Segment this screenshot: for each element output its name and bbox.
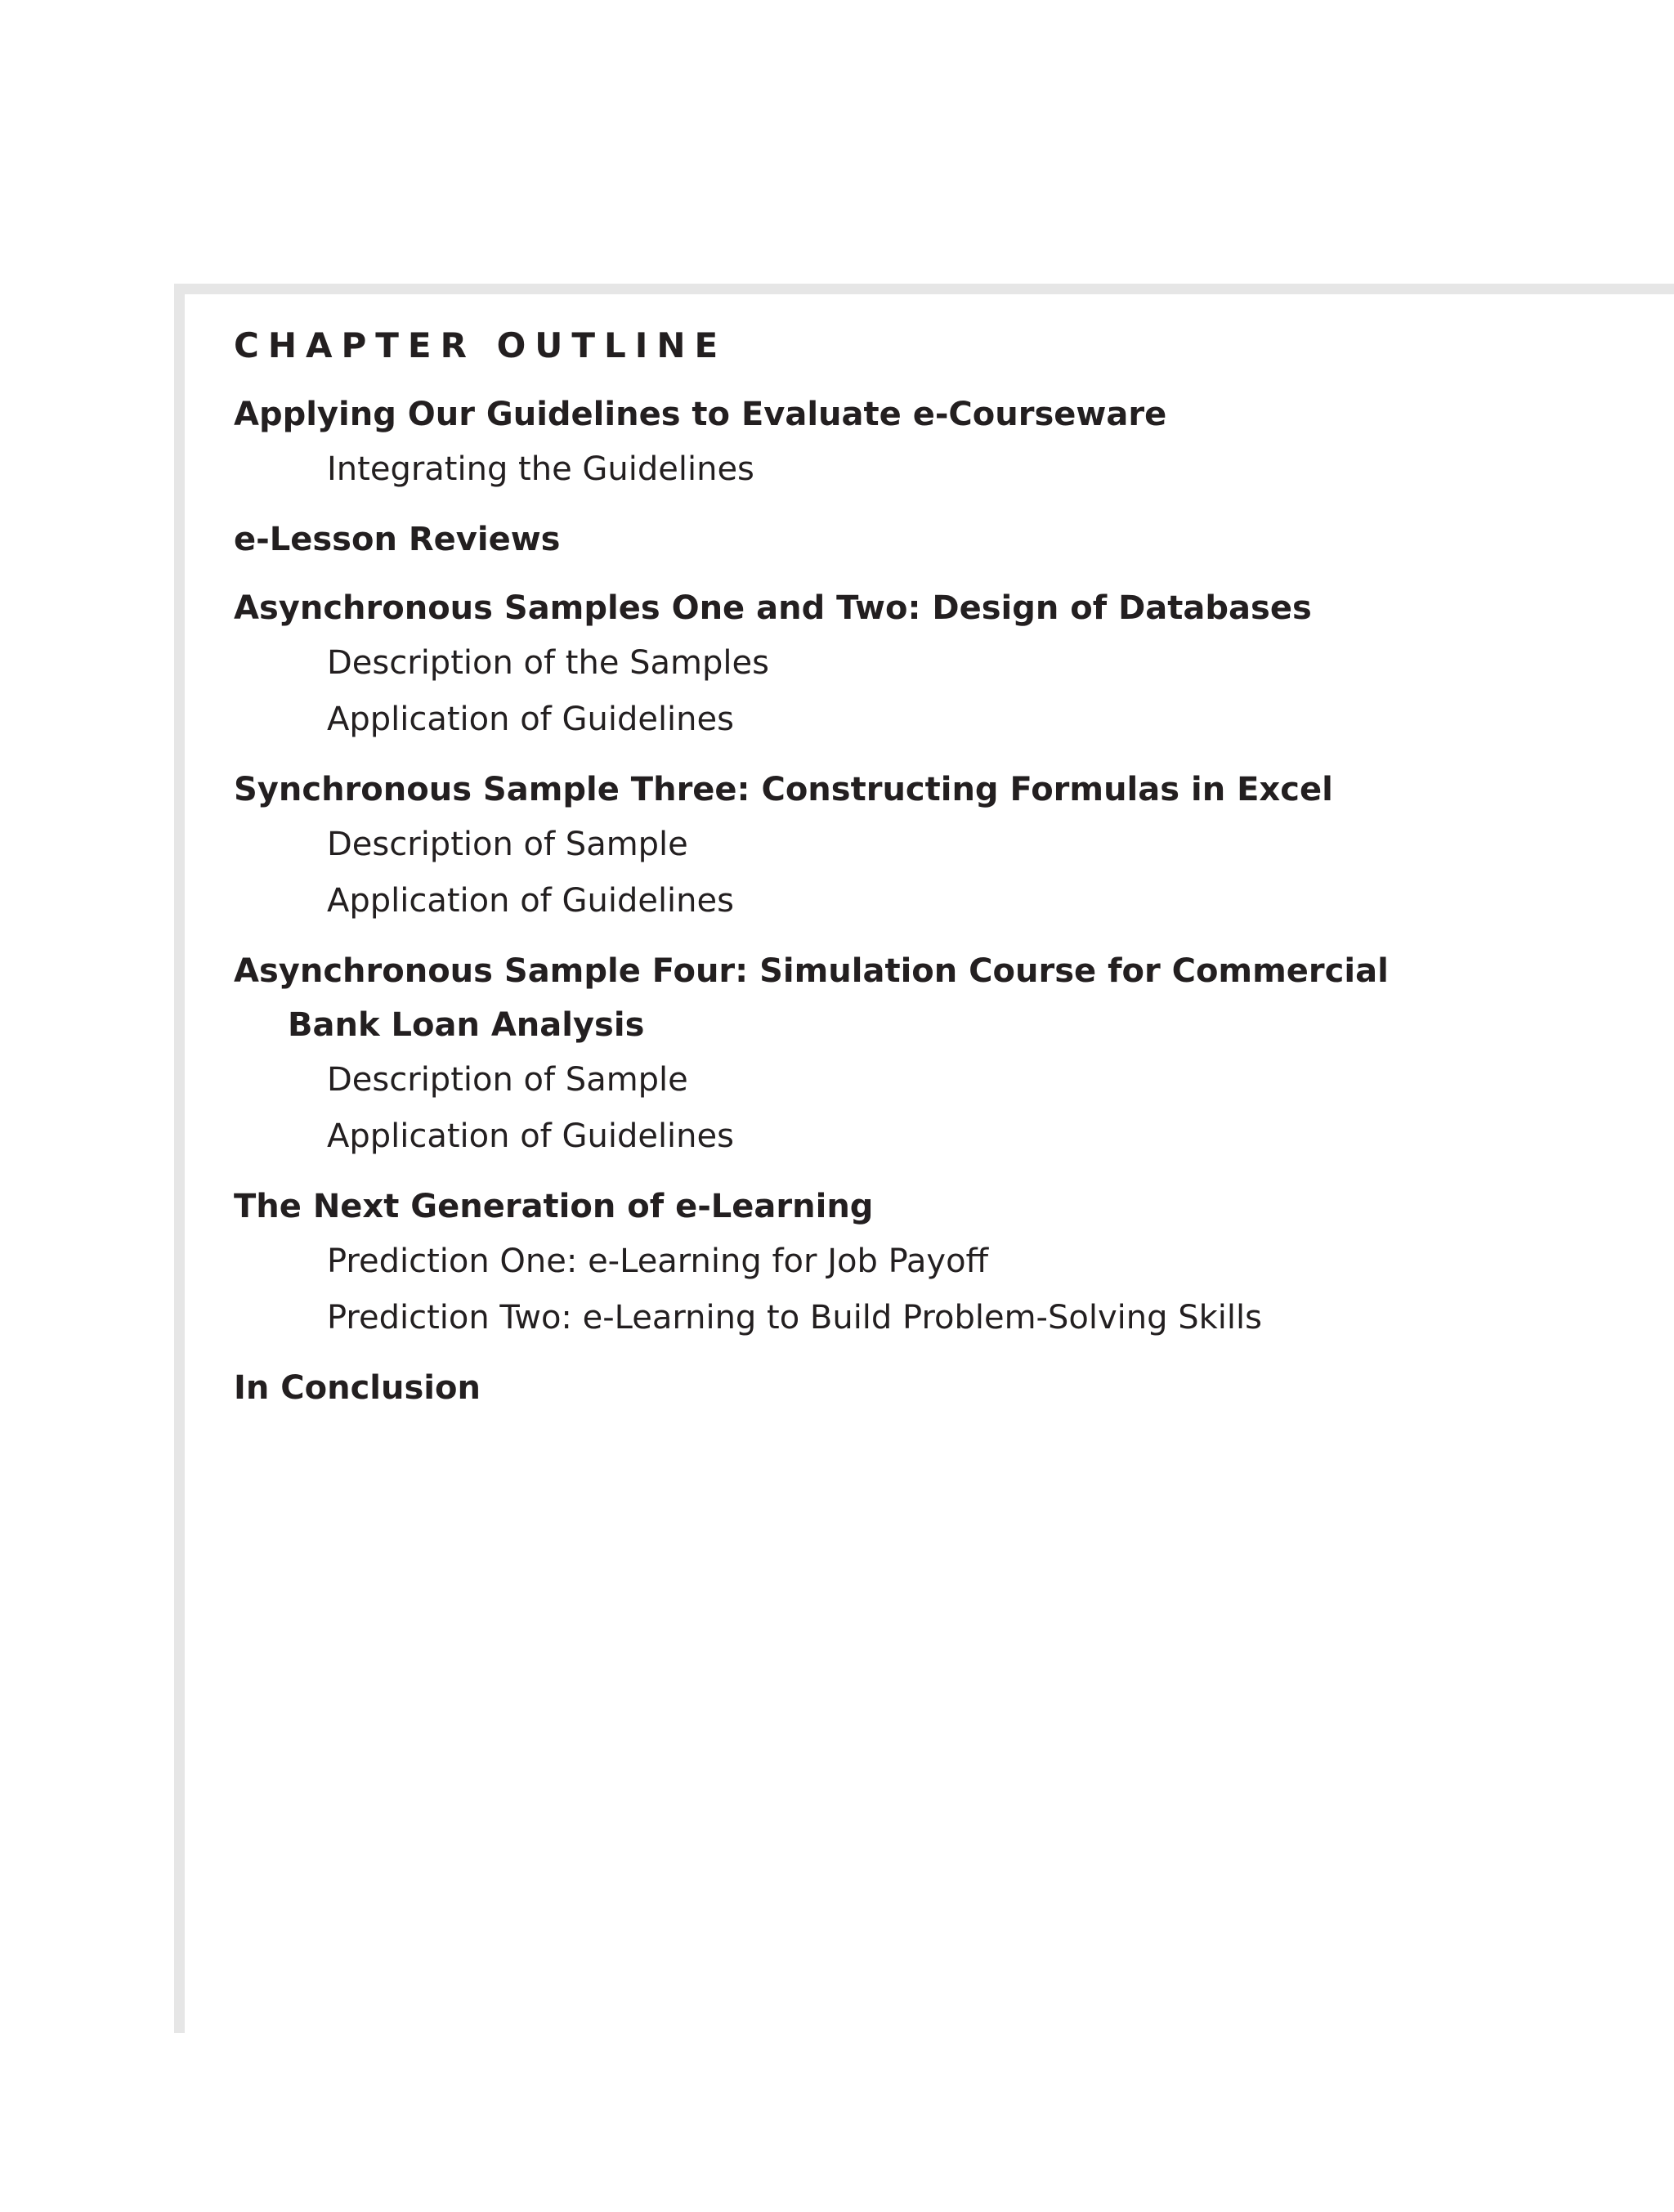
outline-entry-title: Synchronous Sample Three: Constructing Formulas in Excel	[234, 771, 1333, 808]
outline-entry-title: Asynchronous Samples One and Two: Design of Databases	[234, 589, 1312, 627]
outline-entry-title: In Conclusion	[234, 1369, 481, 1407]
outline-entry-title: e-Lesson Reviews	[234, 521, 561, 558]
outline-entry-title-line: Bank Loan Analysis	[288, 1006, 645, 1044]
frame-left-rule	[174, 284, 185, 2033]
chapter-outline	[234, 320, 1623, 1415]
outline-entry-title: Applying Our Guidelines to Evaluate e-Courseware	[234, 396, 1167, 433]
outline-sub-entry: Integrating the Guidelines	[327, 450, 754, 488]
outline-sub-entry: Prediction One: e-Learning for Job Payoff	[327, 1243, 989, 1280]
outline-entry	[234, 581, 1623, 748]
outline-heading: CHAPTER OUTLINE	[234, 325, 727, 365]
outline-sub-entry: Application of Guidelines	[327, 882, 734, 920]
outline-sub-entry: Description of the Samples	[327, 644, 769, 682]
outline-entry	[234, 1180, 1623, 1346]
outline-entry-title: The Next Generation of e-Learning	[234, 1188, 874, 1225]
frame-top-rule	[174, 284, 1674, 294]
outline-entry	[234, 944, 1623, 1165]
outline-entry-title: Asynchronous Sample Four: Simulation Course for Commercial	[234, 952, 1389, 990]
outline-sub-entry: Application of Guidelines	[327, 1117, 734, 1155]
outline-sub-entry: Description of Sample	[327, 1061, 688, 1099]
outline-sub-entry: Application of Guidelines	[327, 701, 734, 738]
outline-entry-title-continuation	[234, 998, 1623, 1052]
outline-entry	[234, 763, 1623, 929]
outline-sub-entry: Prediction Two: e-Learning to Build Problem-Solving Skills	[327, 1299, 1262, 1337]
outline-sub-entry: Description of Sample	[327, 826, 688, 863]
outline-entry	[234, 513, 1623, 566]
outline-entry	[234, 1361, 1623, 1415]
outline-entry	[234, 387, 1623, 498]
